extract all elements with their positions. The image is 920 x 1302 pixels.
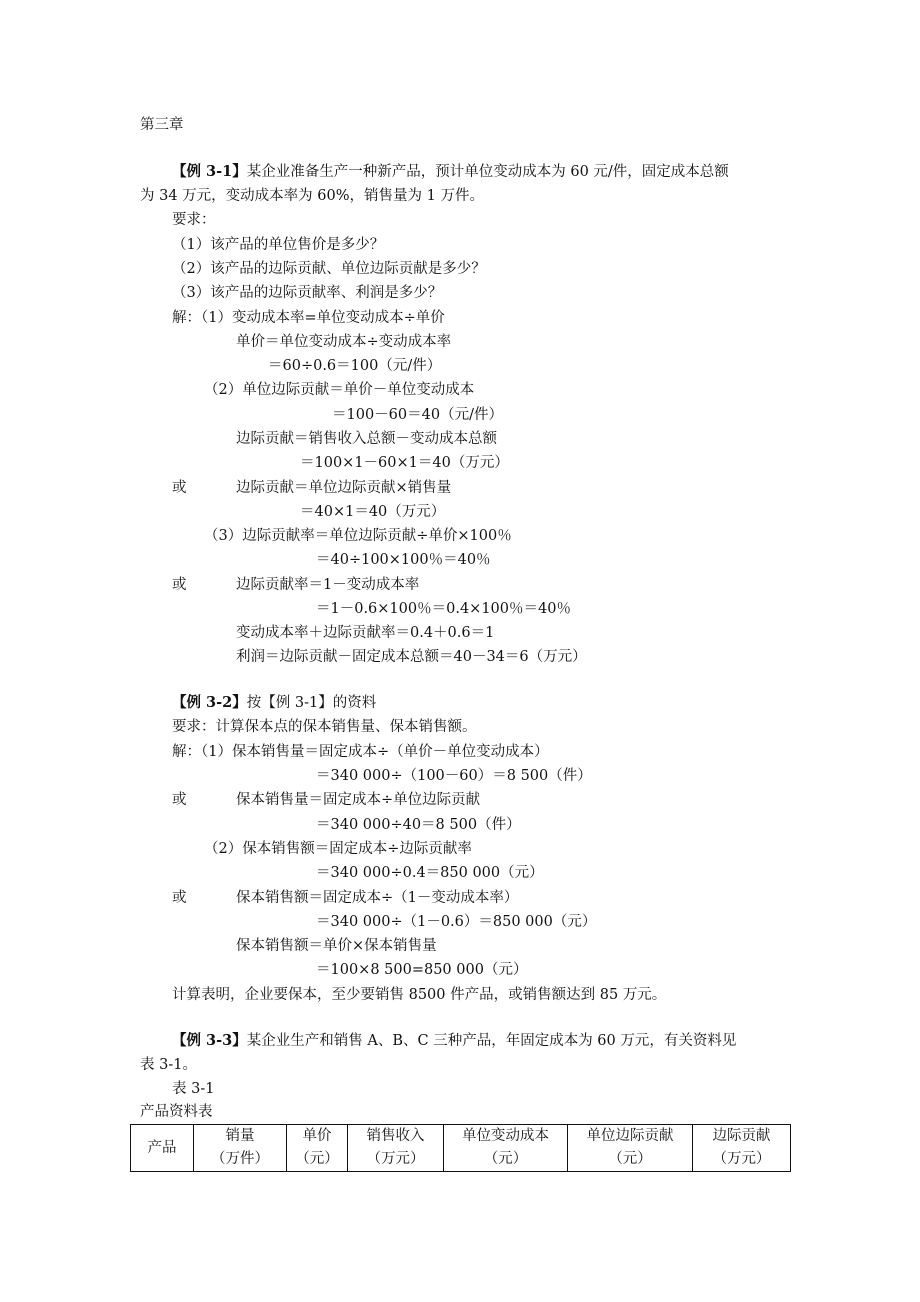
solution-line: ＝340 000÷（100－60）＝8 500（件）	[316, 768, 592, 784]
solution-line: ＝60÷0.6＝100（元/件）	[268, 358, 442, 374]
solution-line: 边际贡献＝销售收入总额－变动成本总额	[236, 431, 497, 447]
chapter-title: 第三章	[140, 117, 184, 133]
example-3-2-tag: 【例 3-2】	[172, 694, 247, 711]
example-3-1-text-2: 为 34 万元，变动成本率为 60%，销售量为 1 万件。	[140, 188, 484, 204]
example-3-2-requirement: 要求：计算保本点的保本销售量、保本销售额。	[172, 719, 477, 735]
table-number: 表 3-1	[172, 1081, 215, 1097]
solution-line: ＝340 000÷0.4＝850 000（元）	[316, 865, 544, 881]
solution-line: ＝100×1－60×1＝40（万元）	[300, 455, 509, 471]
solution-line: 解：（1）变动成本率=单位变动成本÷单价	[172, 310, 445, 326]
example-3-1-question-1: （1）该产品的单位售价是多少？	[172, 237, 385, 253]
solution-line: ＝100×8 500=850 000（元）	[316, 962, 528, 978]
solution-line: 保本销售额＝单价×保本销售量	[236, 938, 437, 954]
header-sales-volume: 销量 （万件）	[194, 1125, 287, 1172]
or-label: 或	[172, 480, 187, 496]
example-3-3-intro	[172, 1031, 736, 1051]
solution-line: 边际贡献＝单位边际贡献×销售量	[236, 480, 452, 496]
example-3-2-text: 按【例 3-1】的资料	[246, 695, 377, 711]
solution-line: ＝1－0.6×100％＝0.4×100％＝40％	[316, 601, 571, 617]
solution-line: 利润＝边际贡献－固定成本总额＝40－34＝6（万元）	[236, 649, 587, 665]
header-product: 产品	[131, 1125, 194, 1172]
header-unit-variable-cost: 单位变动成本 （元）	[444, 1125, 568, 1172]
example-3-1-intro	[172, 162, 729, 182]
solution-line: （2）单位边际贡献＝单价－单位变动成本	[204, 382, 475, 398]
solution-line: ＝40×1＝40（万元）	[300, 504, 446, 520]
header-contribution-margin: 边际贡献 （万元）	[693, 1125, 791, 1172]
solution-line: 保本销售量＝固定成本÷单位边际贡献	[236, 792, 481, 808]
or-label: 或	[172, 890, 187, 906]
example-3-2-intro	[172, 693, 376, 713]
header-sales-revenue: 销售收入 （万元）	[348, 1125, 444, 1172]
solution-line: ＝340 000÷（1－0.6）＝850 000（元）	[316, 914, 597, 930]
example-3-3-tag: 【例 3-3】	[172, 1032, 247, 1049]
example-3-2-conclusion: 计算表明，企业要保本，至少要销售 8500 件产品，或销售额达到 85 万元。	[172, 987, 667, 1003]
solution-line: （2）保本销售额＝固定成本÷边际贡献率	[204, 841, 472, 857]
header-unit-contribution-margin: 单位边际贡献 （元）	[568, 1125, 693, 1172]
header-unit-price: 单价 （元）	[287, 1125, 348, 1172]
solution-line: 解：（1）保本销售量＝固定成本÷（单价－单位变动成本）	[172, 744, 549, 760]
solution-line: （3）边际贡献率＝单位边际贡献÷单价×100％	[204, 528, 512, 544]
example-3-1-requirement: 要求：	[172, 212, 216, 228]
example-3-1-tag: 【例 3-1】	[172, 163, 247, 180]
solution-line: ＝40÷100×100％＝40％	[316, 552, 491, 568]
example-3-1-text-1: 某企业准备生产一种新产品，预计单位变动成本为 60 元/件，固定成本总额	[246, 164, 729, 180]
table-header-row	[131, 1125, 791, 1172]
example-3-3-text-2: 表 3-1。	[140, 1057, 197, 1073]
example-3-1-question-3: （3）该产品的边际贡献率、利润是多少？	[172, 285, 443, 301]
solution-line: ＝100－60＝40（元/件）	[332, 407, 503, 423]
table-title: 产品资料表	[140, 1104, 213, 1120]
or-label: 或	[172, 792, 187, 808]
solution-line: ＝340 000÷40＝8 500（件）	[316, 817, 521, 833]
solution-line: 单价＝单位变动成本÷变动成本率	[236, 334, 452, 350]
product-data-table	[130, 1124, 791, 1172]
solution-line: 变动成本率＋边际贡献率＝0.4＋0.6＝1	[236, 625, 495, 641]
solution-line: 保本销售额＝固定成本÷（1－变动成本率）	[236, 890, 519, 906]
solution-line: 边际贡献率＝1－变动成本率	[236, 577, 420, 593]
example-3-3-text-1: 某企业生产和销售 A、B、C 三种产品，年固定成本为 60 万元，有关资料见	[246, 1033, 737, 1049]
or-label: 或	[172, 577, 187, 593]
example-3-1-question-2: （2）该产品的边际贡献、单位边际贡献是多少？	[172, 261, 486, 277]
